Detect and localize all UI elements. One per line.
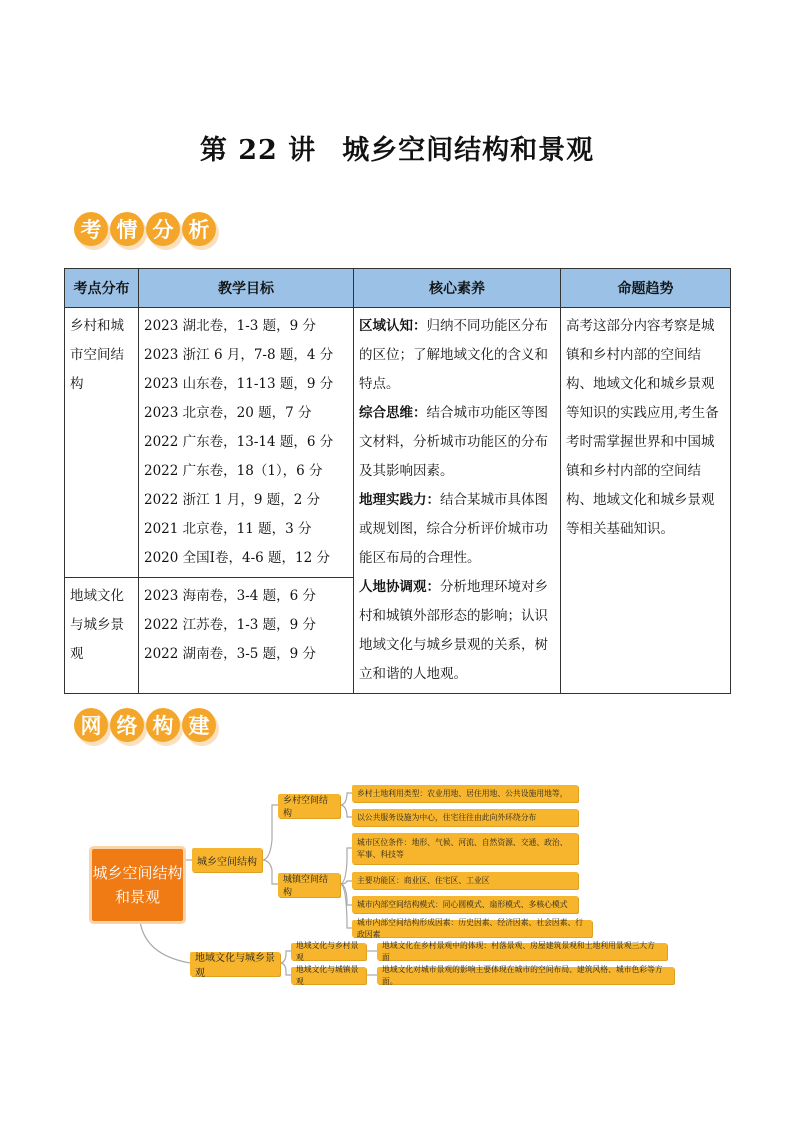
mindmap-root-node: 城乡空间结构和景观 [92, 849, 183, 921]
header-topic: 考点分布 [65, 269, 139, 308]
section-char: 析 [182, 212, 216, 246]
core-text: 结合城市功能区等图文材料，分析城市功能区的分布及其影响因素。 [359, 405, 548, 479]
goal-item: 2020 全国Ⅰ卷，4-6 题，12 分 [144, 550, 330, 566]
lecture-number: 第 22 讲 [199, 135, 317, 166]
mindmap-branch-culture: 地域文化与城乡景观 [190, 952, 280, 976]
goal-item: 2023 浙江 6 月，7-8 题，4 分 [144, 347, 334, 363]
section-char: 考 [74, 212, 108, 246]
goal-item: 2023 湖北卷，1-3 题，9 分 [144, 318, 317, 334]
goal-item: 2023 北京卷，20 题，7 分 [144, 405, 312, 421]
core-label: 人地协调观： [359, 579, 440, 595]
core-label: 区域认知： [359, 318, 427, 334]
section-char: 建 [182, 708, 216, 742]
core-text: 分析地理环境对乡村和城镇外部形态的影响；认识地域文化与城乡景观的关系，树立和谐的人地观。 [359, 579, 548, 682]
mindmap-leaf: 城市内部空间结构模式：同心圆模式、扇形模式、多核心模式 [352, 896, 578, 913]
mindmap-node-urban: 城镇空间结构 [278, 873, 340, 897]
core-text: 结合某城市具体图或规划图，综合分析评价城市功能区布局的合理性。 [359, 492, 548, 566]
goal-item: 2023 海南卷，3-4 题，6 分 [144, 588, 317, 604]
mindmap-branch-spatial: 城乡空间结构 [192, 848, 262, 872]
core-label: 地理实践力： [359, 492, 440, 508]
goal-item: 2023 山东卷，11-13 题，9 分 [144, 376, 334, 392]
section-char: 分 [146, 212, 180, 246]
section-char: 网 [74, 708, 108, 742]
mindmap-node-culture-urban: 地域文化与城镇景观 [291, 967, 366, 984]
goal-item: 2022 江苏卷，1-3 题，9 分 [144, 617, 317, 633]
goal-item: 2021 北京卷，11 题，3 分 [144, 521, 312, 537]
topic-cell: 乡村和城市空间结构 [65, 308, 139, 578]
lecture-topic: 城乡空间结构和景观 [342, 135, 595, 166]
mindmap-leaf: 主要功能区：商业区、住宅区、工业区 [352, 872, 578, 889]
topic-cell: 地域文化与城乡景观 [65, 578, 139, 694]
header-trend: 命题趋势 [561, 269, 731, 308]
section-char: 络 [110, 708, 144, 742]
core-label: 综合思维： [359, 405, 427, 421]
mindmap-leaf: 地域文化对城市景观的影响主要体现在城市的空间布局、建筑风格、城市色彩等方面。 [377, 967, 674, 984]
mindmap-leaf: 以公共服务设施为中心，住宅往往由此向外环绕分布 [352, 809, 578, 826]
mindmap-node-culture-rural: 地域文化与乡村景观 [291, 943, 366, 960]
header-core: 核心素养 [354, 269, 561, 308]
core-text: 归纳不同功能区分布的区位；了解地域文化的含义和特点。 [359, 318, 548, 392]
goal-item: 2022 浙江 1 月，9 题，2 分 [144, 492, 321, 508]
mindmap-leaf: 城市区位条件：地形、气候、河流、自然资源、交通、政治、军事、科技等 [352, 833, 578, 864]
goal-item: 2022 广东卷，18（1），6 分 [144, 463, 323, 479]
mindmap-leaf: 乡村土地利用类型：农业用地、居住用地、公共设施用地等， [352, 785, 578, 802]
section-char: 构 [146, 708, 180, 742]
goal-item: 2022 湖南卷，3-5 题，9 分 [144, 646, 317, 662]
mindmap-leaf: 地域文化在乡村景观中的体现：村落景观、房屋建筑景观和土地利用景观三大方面 [377, 943, 667, 960]
trend-cell: 高考这部分内容考察是城镇和乡村内部的空间结构、地域文化和城乡景观等知识的实践应用,考生备考时需掌握世界和中国城镇和乡村内部的空间结构、地域文化和城乡景观等相关基础知识。 [561, 308, 731, 694]
header-goal: 教学目标 [139, 269, 354, 308]
mindmap-node-rural: 乡村空间结构 [278, 794, 340, 818]
section-char: 情 [110, 212, 144, 246]
goal-item: 2022 广东卷，13-14 题，6 分 [144, 434, 334, 450]
mindmap-leaf: 城市内部空间结构形成因素：历史因素、经济因素、社会因素、行政因素 [352, 920, 592, 937]
